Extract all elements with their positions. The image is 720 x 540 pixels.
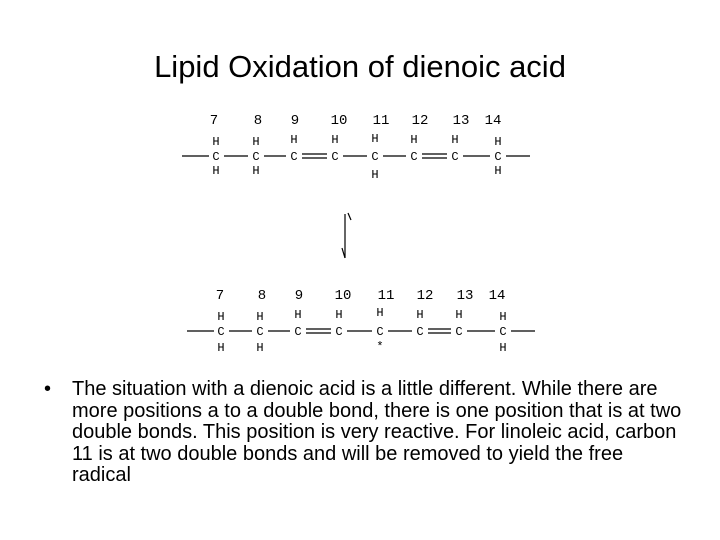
- carbon-number-9: 9: [294, 288, 304, 304]
- bond-c9-c10: [302, 154, 327, 158]
- carbon-number-11: 11: [377, 288, 395, 304]
- hydrogen-bottom-c11: H: [371, 168, 379, 182]
- hydrogen-bottom-c14: H: [494, 164, 502, 178]
- carbon-c12: C: [410, 150, 418, 164]
- hydrogen-bottom-c7: H: [212, 164, 220, 178]
- hydrogen-bottom-c8: H: [252, 164, 260, 178]
- carbon-c7: C: [217, 325, 225, 339]
- carbon-c10: C: [331, 150, 339, 164]
- carbon-number-7: 7: [215, 288, 225, 304]
- hydrogen-top-c11: H: [376, 306, 384, 320]
- carbon-number-10: 10: [330, 113, 348, 129]
- radical-marker: *: [376, 340, 384, 354]
- bullet-point: [44, 379, 684, 487]
- carbon-c11: C: [371, 150, 379, 164]
- bond-c12-c13: [422, 154, 447, 158]
- hydrogen-top-c10: H: [331, 133, 339, 147]
- bullet-marker: •: [44, 378, 52, 400]
- carbon-number-12: 12: [416, 288, 434, 304]
- hydrogen-top-c14: H: [494, 135, 502, 149]
- carbon-c8: C: [256, 325, 264, 339]
- carbon-number-7: 7: [209, 113, 219, 129]
- carbon-c13: C: [451, 150, 459, 164]
- carbon-number-10: 10: [334, 288, 352, 304]
- carbon-c12: C: [416, 325, 424, 339]
- carbon-number-13: 13: [452, 113, 470, 129]
- top-structure: [182, 113, 530, 182]
- carbon-number-9: 9: [290, 113, 300, 129]
- carbon-c9: C: [290, 150, 298, 164]
- hydrogen-top-c8: H: [252, 135, 260, 149]
- reaction-arrow: [342, 213, 351, 258]
- carbon-c14: C: [494, 150, 502, 164]
- bond-c12-c13: [428, 329, 451, 333]
- carbon-number-8: 8: [257, 288, 267, 304]
- carbon-c9: C: [294, 325, 302, 339]
- hydrogen-top-c7: H: [212, 135, 220, 149]
- hydrogen-bottom-c8: H: [256, 341, 264, 355]
- carbon-number-13: 13: [456, 288, 474, 304]
- carbon-c13: C: [455, 325, 463, 339]
- bullet-text: The situation with a dienoic acid is a little different. While there are more positions a to a double bond, there is one position that is at two double bonds. This position is very reactive. For linoleic acid, carbon 11 is at two double bonds and will be removed to yield the free radical: [72, 378, 682, 486]
- hydrogen-top-c8: H: [256, 310, 264, 324]
- carbon-number-11: 11: [372, 113, 390, 129]
- hydrogen-bottom-c14: H: [499, 341, 507, 355]
- carbon-number-12: 12: [411, 113, 429, 129]
- hydrogen-top-c7: H: [217, 310, 225, 324]
- hydrogen-top-c12: H: [416, 308, 424, 322]
- carbon-c7: C: [212, 150, 220, 164]
- hydrogen-top-c9: H: [294, 308, 302, 322]
- slide-title: Lipid Oxidation of dienoic acid: [154, 49, 566, 84]
- carbon-number-14: 14: [484, 113, 502, 129]
- carbon-c10: C: [335, 325, 343, 339]
- bottom-structure: [187, 288, 535, 355]
- carbon-number-8: 8: [253, 113, 263, 129]
- carbon-c14: C: [499, 325, 507, 339]
- carbon-number-14: 14: [488, 288, 506, 304]
- hydrogen-top-c14: H: [499, 310, 507, 324]
- carbon-c8: C: [252, 150, 260, 164]
- hydrogen-top-c10: H: [335, 308, 343, 322]
- carbon-c11: C: [376, 325, 384, 339]
- bond-c9-c10: [306, 329, 331, 333]
- hydrogen-top-c13: H: [455, 308, 463, 322]
- hydrogen-top-c12: H: [410, 133, 418, 147]
- hydrogen-top-c13: H: [451, 133, 459, 147]
- hydrogen-top-c11: H: [371, 132, 379, 146]
- hydrogen-bottom-c7: H: [217, 341, 225, 355]
- hydrogen-top-c9: H: [290, 133, 298, 147]
